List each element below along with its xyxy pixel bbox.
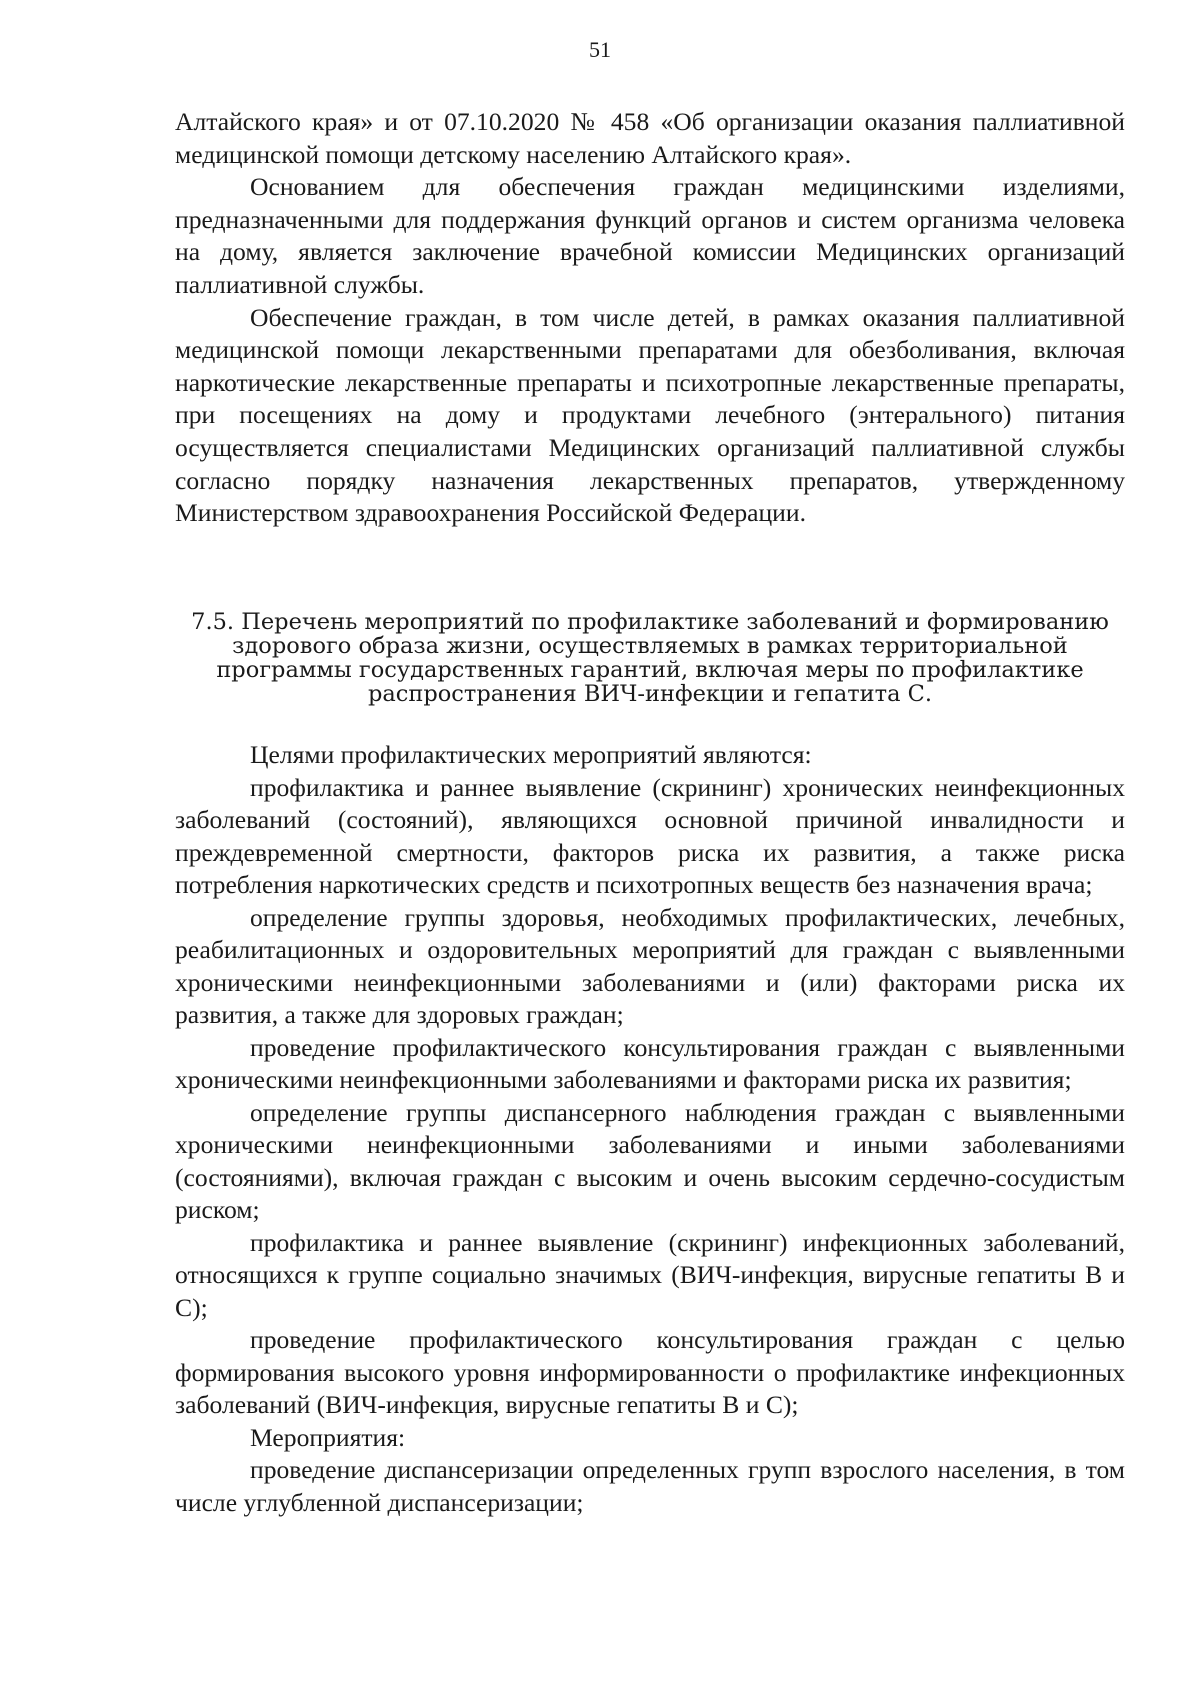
list-item: проведение диспансеризации определенных групп взрослого населения, в том числе углубленной диспансеризации; (175, 1455, 1125, 1517)
body-text-top (175, 106, 1125, 530)
body-text-bottom (175, 739, 1125, 1519)
list-item: определение группы здоровья, необходимых профилактических, лечебных, реабилитационных и оздоровительных мероприятий для граждан с выявленными хроническими неинфекционными заболеваниями и (или) факторами риска их развития, а также для здоровых граждан; (175, 902, 1125, 1029)
paragraph: Мероприятия: (250, 1422, 406, 1452)
page-number: 51 (589, 37, 611, 62)
list-item: определение группы диспансерного наблюдения граждан с выявленными хроническими неинфекционными заболеваниями и иными заболеваниями (состояниями), включая граждан с высоким и очень высоким сердечно-сосудистым риском; (175, 1097, 1125, 1224)
paragraph: Основанием для обеспечения граждан медицинскими изделиями, предназначенными для поддержания функций органов и систем организма человека на дому, является заключение врачебной комиссии Медицинских организаций паллиативной службы. (175, 172, 1125, 299)
list-item: профилактика и раннее выявление (скрининг) хронических неинфекционных заболеваний (состояний), являющихся основной причиной инвалидности и преждевременной смертности, факторов риска их развития, а также риска потребления наркотических средств и психотропных веществ без назначения врача; (175, 772, 1125, 899)
list-item: проведение профилактического консультирования граждан с целью формирования высокого уровня информированности о профилактике инфекционных заболеваний (ВИЧ-инфекция, вирусные гепатиты В и С); (175, 1325, 1125, 1419)
list-item: проведение профилактического консультирования граждан с выявленными хроническими неинфекционными заболеваниями и факторами риска их развития; (175, 1032, 1125, 1094)
section-heading: 7.5. Перечень мероприятий по профилактике заболеваний и формированию здорового образа жизни, осуществляемых в рамках территориальной программы государственных гарантий, включая меры по профилактике распространения ВИЧ-инфекции и гепатита С. (191, 609, 1109, 707)
list-item: профилактика и раннее выявление (скрининг) инфекционных заболеваний, относящихся к группе социально значимых (ВИЧ-инфекция, вирусные гепатиты В и С); (175, 1227, 1125, 1322)
paragraph: Целями профилактических мероприятий являются: (250, 740, 812, 769)
paragraph: Обеспечение граждан, в том числе детей, в рамках оказания паллиативной медицинской помощи лекарственными препаратами для обезболивания, включая наркотические лекарственные препараты и психотропные лекарственные препараты, при посещениях на дому и продуктами лечебного (энтерального) питания осуществляется специалистами Медицинских организаций паллиативной службы согласно порядку назначения лекарственных препаратов, утвержденному Министерством здравоохранения Российской Федерации. (175, 302, 1125, 528)
paragraph-continuation: Алтайского края» и от 07.10.2020 № 458 «Об организации оказания паллиативной медицинской помощи детскому населению Алтайского края». (175, 107, 1125, 169)
